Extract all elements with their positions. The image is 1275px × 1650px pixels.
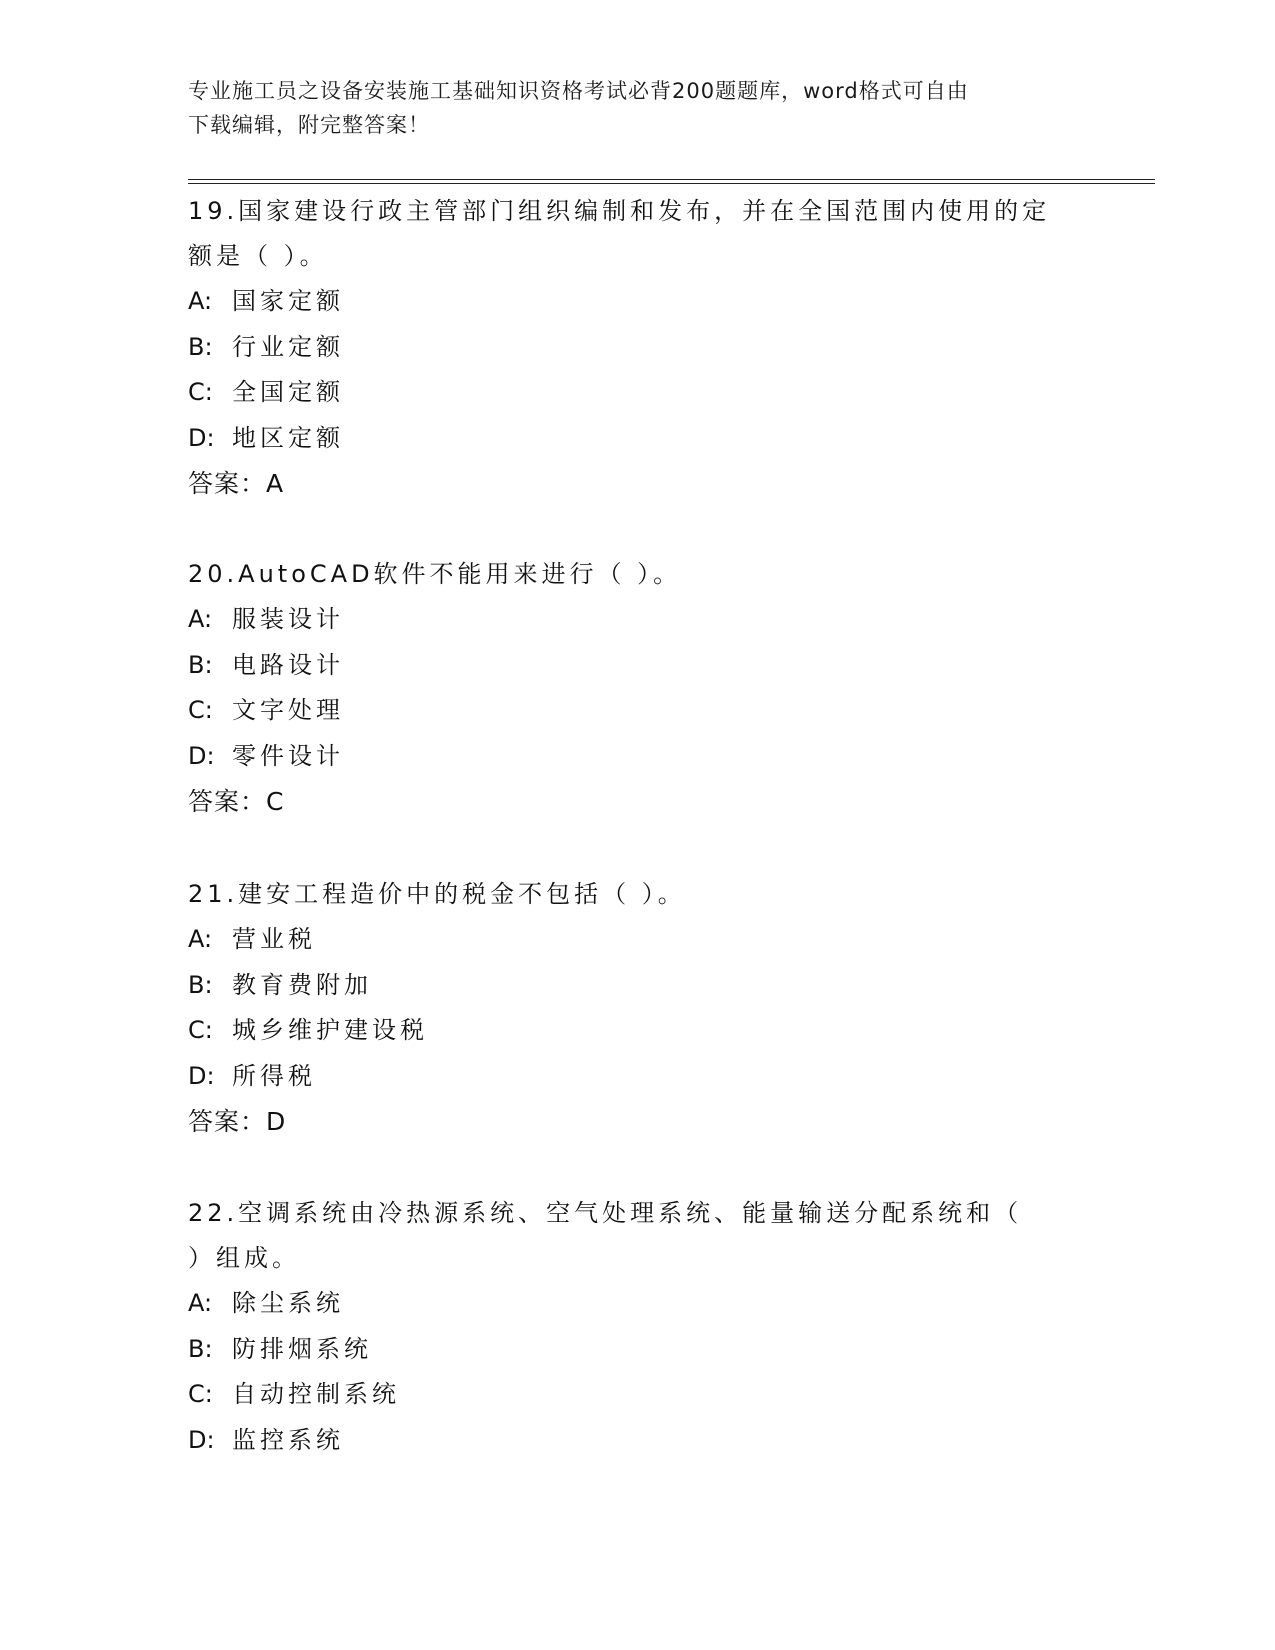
- option-a: [188, 1281, 1088, 1327]
- option-text: 全国定额: [232, 378, 344, 406]
- option-c: [188, 370, 1088, 416]
- answer: 答案：D: [188, 1107, 287, 1136]
- option-a: [188, 279, 1088, 325]
- option-letter: A:: [188, 1289, 213, 1317]
- question-stem: 21.建安工程造价中的税金不包括（ ）。: [188, 880, 686, 908]
- option-c: [188, 1372, 1088, 1418]
- option-text: 服装设计: [232, 605, 344, 633]
- option-c: [188, 688, 1088, 734]
- option-letter: D:: [188, 1425, 215, 1454]
- option-letter: A:: [188, 287, 213, 315]
- option-text: 自动控制系统: [232, 1380, 400, 1408]
- header-line-1: 专业施工员之设备安装施工基础知识资格考试必背200题题库，word格式可自由: [188, 79, 969, 103]
- option-letter: B:: [188, 332, 213, 361]
- option-text: 防排烟系统: [232, 1334, 372, 1363]
- option-a: [188, 917, 1088, 963]
- question-stem: 19.国家建设行政主管部门组织编制和发布，并在全国范围内使用的定: [188, 197, 1051, 225]
- option-letter: B:: [188, 650, 213, 679]
- document-header: [188, 74, 1088, 142]
- option-text: 所得税: [232, 1061, 316, 1090]
- option-text: 文字处理: [232, 696, 344, 724]
- option-letter: A:: [188, 925, 213, 953]
- option-text: 城乡维护建设税: [232, 1016, 428, 1044]
- option-text: 电路设计: [232, 650, 344, 679]
- question-stem-continued: 额是（ ）。: [188, 242, 328, 270]
- header-line-2: 下载编辑，附完整答案！: [188, 113, 430, 137]
- option-d: [188, 734, 1088, 780]
- option-letter: C:: [188, 1016, 213, 1044]
- option-d: [188, 416, 1088, 462]
- question-stem: 20.AutoCAD软件不能用来进行（ ）。: [188, 560, 682, 588]
- option-letter: C:: [188, 696, 213, 724]
- question-20: [188, 552, 1088, 824]
- question-22: [188, 1191, 1088, 1463]
- option-b: [188, 963, 1088, 1009]
- option-text: 教育费附加: [232, 970, 372, 999]
- option-letter: B:: [188, 970, 213, 999]
- option-d: [188, 1418, 1088, 1464]
- option-text: 监控系统: [232, 1425, 344, 1454]
- question-19: [188, 189, 1088, 506]
- option-c: [188, 1008, 1088, 1054]
- option-text: 国家定额: [232, 287, 344, 315]
- option-b: [188, 325, 1088, 371]
- question-stem-continued: ）组成。: [188, 1244, 300, 1272]
- option-letter: B:: [188, 1334, 213, 1363]
- option-a: [188, 597, 1088, 643]
- answer: 答案：A: [188, 469, 285, 498]
- option-text: 零件设计: [232, 741, 344, 770]
- option-letter: C:: [188, 1380, 213, 1408]
- option-letter: A:: [188, 605, 213, 633]
- option-text: 行业定额: [232, 332, 344, 361]
- option-letter: D:: [188, 423, 215, 452]
- question-21: [188, 872, 1088, 1144]
- answer: 答案：C: [188, 787, 285, 816]
- header-divider-bottom: [188, 183, 1155, 184]
- option-b: [188, 1327, 1088, 1373]
- option-b: [188, 643, 1088, 689]
- option-letter: D:: [188, 741, 215, 770]
- header-divider-top: [188, 179, 1155, 180]
- option-letter: D:: [188, 1061, 215, 1090]
- option-d: [188, 1054, 1088, 1100]
- option-text: 营业税: [232, 925, 316, 953]
- option-text: 除尘系统: [232, 1289, 344, 1317]
- option-text: 地区定额: [232, 423, 344, 452]
- option-letter: C:: [188, 378, 213, 406]
- question-stem: 22.空调系统由冷热源系统、空气处理系统、能量输送分配系统和（: [188, 1199, 1023, 1227]
